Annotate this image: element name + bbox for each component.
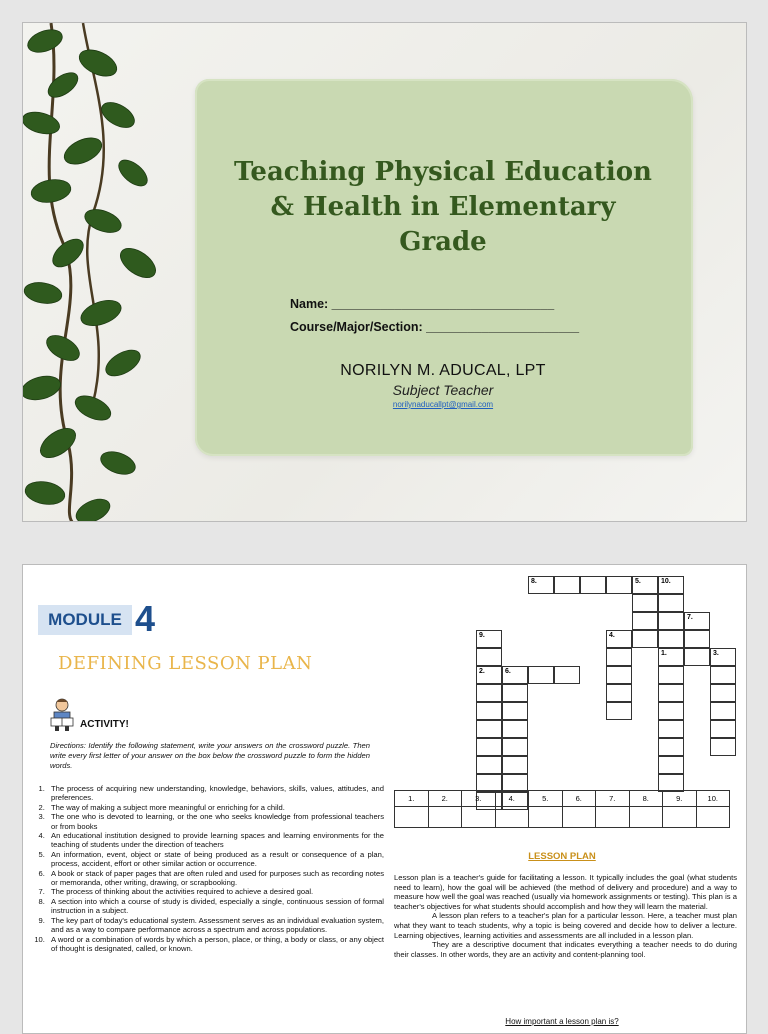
crossword-cell[interactable] bbox=[580, 576, 606, 594]
cover-title-line: Grade bbox=[399, 227, 487, 257]
teacher-role: Subject Teacher bbox=[392, 382, 494, 398]
activity-directions: Directions: Identify the following statement, write your answers on the crossword puzzle. Then write every first letter of your answer on the box below the crossword puzzle to form the hidden words. bbox=[50, 741, 370, 770]
crossword-cell[interactable] bbox=[606, 576, 632, 594]
leaf-vine-decoration bbox=[23, 23, 203, 522]
answer-box-label: 3. bbox=[462, 791, 496, 807]
answer-box[interactable] bbox=[529, 807, 563, 828]
module-title: DEFINING LESSON PLAN bbox=[58, 653, 313, 674]
crossword-cell[interactable]: 10. bbox=[658, 576, 684, 594]
answer-box[interactable] bbox=[495, 807, 529, 828]
clue-item: 3. The one who is devoted to learning, or the one who seeks knowledge from professional teachers or from books bbox=[47, 812, 384, 831]
crossword-cell[interactable] bbox=[502, 702, 528, 720]
student-reading-icon bbox=[48, 697, 76, 731]
clue-item: 1. The process of acquiring new understanding, knowledge, behaviors, skills, values, attitudes, and preferences. bbox=[47, 784, 384, 803]
answer-box[interactable] bbox=[462, 807, 496, 828]
cover-title bbox=[203, 155, 683, 260]
clue-item: 9. The key part of today's educational system. Assessment serves as an individual evaluation system, and as a way to compare performance across a spectrum and across populations. bbox=[47, 916, 384, 935]
crossword-cell[interactable]: 2. bbox=[476, 666, 502, 684]
crossword-cell[interactable] bbox=[502, 756, 528, 774]
crossword-cell[interactable] bbox=[476, 738, 502, 756]
crossword-cell[interactable] bbox=[502, 720, 528, 738]
importance-heading: How important a lesson plan is? bbox=[505, 1017, 619, 1026]
crossword-cell[interactable]: 4. bbox=[606, 630, 632, 648]
crossword-cell[interactable]: 5. bbox=[632, 576, 658, 594]
answer-box-label: 7. bbox=[596, 791, 630, 807]
answer-box-label: 4. bbox=[495, 791, 529, 807]
crossword-cell[interactable] bbox=[632, 630, 658, 648]
clue-list bbox=[33, 784, 384, 953]
crossword-cell[interactable] bbox=[710, 738, 736, 756]
module-number: 4 bbox=[135, 598, 156, 639]
lesson-plan-paragraph: They are a descriptive document that indicates everything a teacher needs to do during their classes. In other words, they are an activity and content-planning tool. bbox=[394, 940, 737, 959]
crossword-cell[interactable] bbox=[658, 756, 684, 774]
crossword-cell[interactable] bbox=[606, 684, 632, 702]
crossword-cell[interactable] bbox=[606, 666, 632, 684]
answer-box-label: 6. bbox=[562, 791, 596, 807]
crossword-cell[interactable] bbox=[710, 702, 736, 720]
answer-box[interactable] bbox=[696, 807, 730, 828]
crossword-cell[interactable] bbox=[554, 576, 580, 594]
crossword-cell[interactable] bbox=[710, 720, 736, 738]
crossword-cell[interactable] bbox=[502, 684, 528, 702]
crossword-cell[interactable] bbox=[710, 666, 736, 684]
answer-box[interactable] bbox=[395, 807, 429, 828]
crossword-cell[interactable]: 6. bbox=[502, 666, 528, 684]
lesson-plan-text bbox=[394, 873, 737, 959]
lesson-plan-heading: LESSON PLAN bbox=[528, 851, 596, 862]
crossword-cell[interactable] bbox=[476, 648, 502, 666]
module-label: MODULE bbox=[38, 605, 132, 635]
cover-page bbox=[22, 22, 747, 522]
cover-title-line: & Health in Elementary bbox=[270, 192, 616, 222]
lesson-plan-paragraph: Lesson plan is a teacher's guide for facilitating a lesson. It typically includes the goal (what students need to learn), how the goal will be achieved (the method of delivery and procedure) and a way to measure how well the goal was reached (usually via homework assignments or testing). This plan is a teacher's objectives for what students should accomplish and how they will learn the material. bbox=[394, 873, 737, 911]
answer-box-label: 5. bbox=[529, 791, 563, 807]
clue-item: 2. The way of making a subject more meaningful or enriching for a child. bbox=[47, 803, 384, 812]
crossword-cell[interactable] bbox=[658, 702, 684, 720]
crossword-cell[interactable] bbox=[528, 666, 554, 684]
answer-box[interactable] bbox=[629, 807, 663, 828]
lesson-plan-paragraph: A lesson plan refers to a teacher's plan for a particular lesson. Here, a teacher must plan what they want to teach students, why a topic is being covered and decide how to deliver a lecture. Learning objectives, learning activities and assessments are all included in a lesson plan. bbox=[394, 911, 737, 940]
crossword-cell[interactable] bbox=[632, 594, 658, 612]
answer-box[interactable] bbox=[596, 807, 630, 828]
clue-item: 10. A word or a combination of words by which a person, place, or thing, a body or class, or any object of thought is designated, called, or known. bbox=[47, 935, 384, 954]
hidden-word-answer-grid bbox=[394, 790, 730, 828]
cover-title-line: Teaching Physical Education bbox=[234, 157, 652, 187]
activity-label: ACTIVITY! bbox=[80, 719, 129, 730]
crossword-cell[interactable]: 8. bbox=[528, 576, 554, 594]
crossword-cell[interactable]: 9. bbox=[476, 630, 502, 648]
crossword-cell[interactable]: 1. bbox=[658, 648, 684, 666]
teacher-email-link[interactable]: norilynaducallpt@gmail.com bbox=[392, 400, 494, 409]
crossword-cell[interactable]: 3. bbox=[710, 648, 736, 666]
crossword-cell[interactable] bbox=[658, 684, 684, 702]
answer-box-label: 8. bbox=[629, 791, 663, 807]
crossword-cell[interactable] bbox=[554, 666, 580, 684]
answer-box-label: 9. bbox=[663, 791, 697, 807]
course-field-label: Course/Major/Section: ______________________ bbox=[290, 320, 580, 334]
clue-item: 6. A book or stack of paper pages that are often ruled and used for purposes such as recording notes or memoranda, other writing, drawing, or scrapbooking. bbox=[47, 869, 384, 888]
crossword-cell[interactable] bbox=[476, 702, 502, 720]
crossword-cell[interactable] bbox=[476, 720, 502, 738]
crossword-cell[interactable] bbox=[658, 720, 684, 738]
crossword-cell[interactable] bbox=[658, 666, 684, 684]
crossword-cell[interactable] bbox=[658, 594, 684, 612]
name-field-label: Name: ________________________________ bbox=[290, 297, 555, 311]
crossword-cell[interactable] bbox=[632, 612, 658, 630]
clue-item: 4. An educational institution designed to provide learning spaces and learning environments for the teaching of students under the direction of teachers bbox=[47, 831, 384, 850]
answer-box[interactable] bbox=[428, 807, 462, 828]
crossword-cell[interactable] bbox=[606, 648, 632, 666]
crossword-cell[interactable] bbox=[710, 684, 736, 702]
answer-box-label: 1. bbox=[395, 791, 429, 807]
clue-item: 8. A section into which a course of study is divided, especially a single, continuous session of formal instruction in a subject. bbox=[47, 897, 384, 916]
clue-item: 7. The process of thinking about the activities required to achieve a desired goal. bbox=[47, 887, 384, 896]
answer-box-label: 2. bbox=[428, 791, 462, 807]
crossword-cell[interactable] bbox=[476, 756, 502, 774]
crossword-cell[interactable] bbox=[658, 612, 684, 630]
crossword-cell[interactable] bbox=[606, 702, 632, 720]
clue-item: 5. An information, event, object or state of being produced as a result or consequence of a plan, process, accident, effort or other similar action or occurrence. bbox=[47, 850, 384, 869]
teacher-name: NORILYN M. ADUCAL, LPT bbox=[340, 362, 546, 379]
crossword-cell[interactable] bbox=[658, 630, 684, 648]
answer-box[interactable] bbox=[562, 807, 596, 828]
answer-box[interactable] bbox=[663, 807, 697, 828]
module-page bbox=[22, 564, 747, 1034]
crossword-cell[interactable] bbox=[684, 648, 710, 666]
crossword-cell[interactable]: 7. bbox=[684, 612, 710, 630]
crossword-cell[interactable] bbox=[502, 738, 528, 756]
crossword-cell[interactable] bbox=[684, 630, 710, 648]
answer-box-label: 10. bbox=[696, 791, 730, 807]
crossword-cell[interactable] bbox=[658, 738, 684, 756]
crossword-cell[interactable] bbox=[476, 684, 502, 702]
